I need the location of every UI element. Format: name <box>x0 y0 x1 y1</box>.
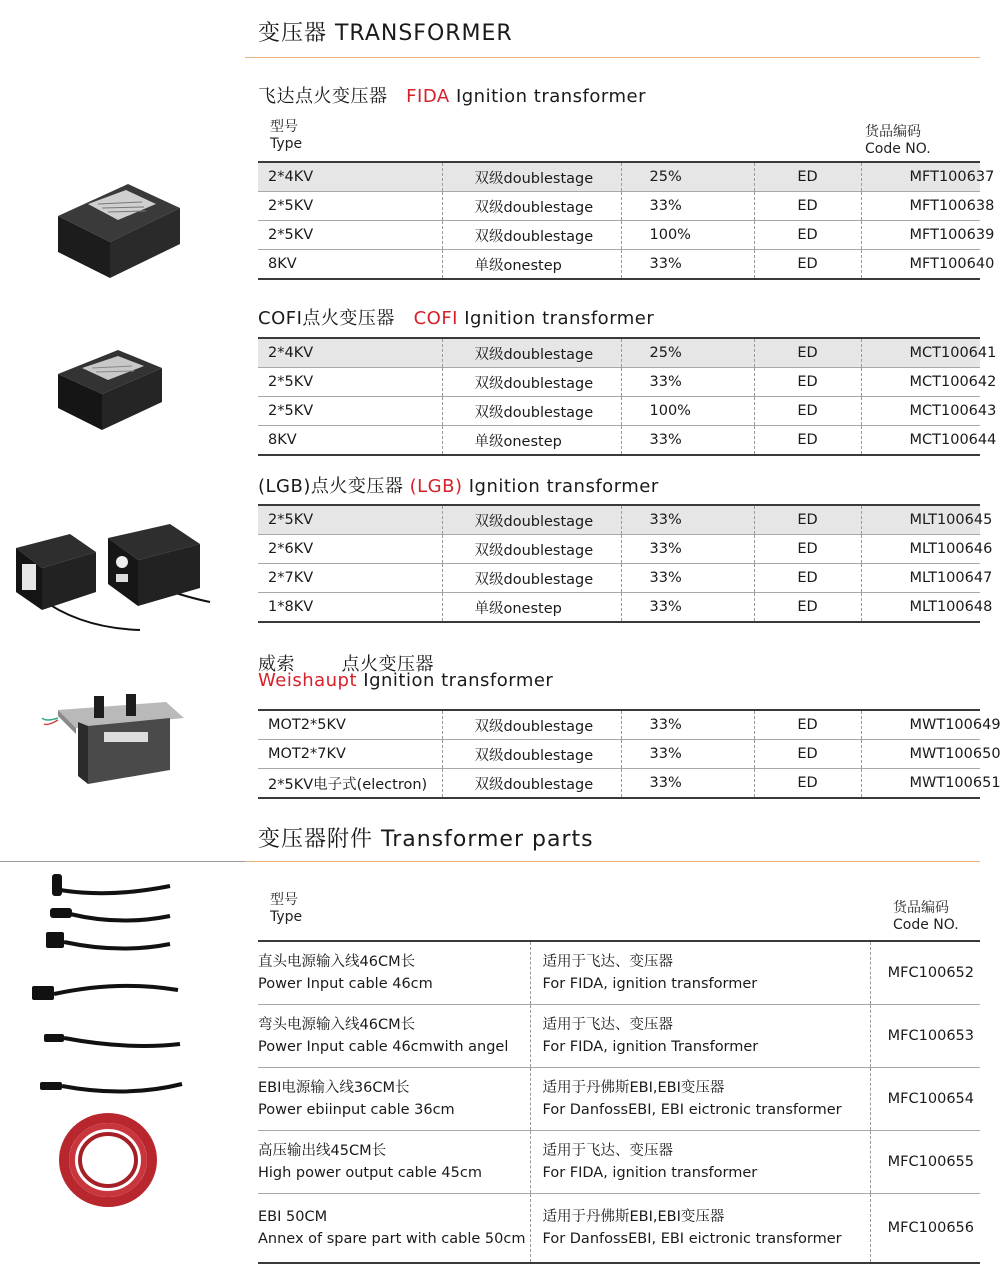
type-cell: 2*5KV <box>258 397 442 426</box>
weishaupt-title-brand: Weishaupt <box>258 670 358 691</box>
stage-cell: 双级doublestage <box>442 397 621 426</box>
stage-cell: 双级doublestage <box>442 338 621 368</box>
part-usage-cell <box>530 1131 870 1194</box>
weishaupt-title-en: Ignition transformer <box>363 670 554 691</box>
weishaupt-section-subtitle <box>258 670 553 691</box>
type-cell: 2*4KV <box>258 162 442 192</box>
table-row <box>258 1131 980 1194</box>
stage-cell: 双级doublestage <box>442 505 621 535</box>
code-cell: MLT100645 <box>861 505 980 535</box>
code-cell: MCT100643 <box>861 397 980 426</box>
table-row <box>258 250 980 280</box>
part-use-en: For FIDA, ignition transformer <box>542 976 758 992</box>
fida-title-brand: FIDA <box>406 86 450 107</box>
title-rule <box>245 57 980 58</box>
part-use-en: For FIDA, ignition transformer <box>542 1165 758 1181</box>
duty-cell: 33% <box>621 769 754 799</box>
table-row <box>258 710 980 740</box>
weishaupt-title-cn-a: 威索 <box>258 654 295 675</box>
lgb-title-en: Ignition transformer <box>468 476 659 497</box>
parts-title: 变压器附件 Transformer parts <box>258 827 594 852</box>
cable-coil-image <box>58 1110 158 1210</box>
cables-image-3 <box>36 1072 186 1102</box>
part-use-cn: 适用于飞达、变压器 <box>542 954 673 970</box>
unit-cell: ED <box>754 710 861 740</box>
unit-cell: ED <box>754 769 861 799</box>
type-cell: 8KV <box>258 426 442 456</box>
code-cell: MWT100651 <box>861 769 980 799</box>
part-name-cn: EBI电源输入线36CM长 <box>258 1080 410 1096</box>
stage-cell: 双级doublestage <box>442 710 621 740</box>
part-code-cell: MFC100656 <box>870 1194 980 1264</box>
duty-cell: 33% <box>621 368 754 397</box>
type-cell: 2*4KV <box>258 338 442 368</box>
table-row <box>258 941 980 1005</box>
part-use-en: For DanfossEBI, EBI eictronic transformer <box>542 1231 842 1247</box>
part-usage-cell <box>530 1005 870 1068</box>
part-usage-cell <box>530 1194 870 1264</box>
fida-title-cn: 飞达点火变压器 <box>258 86 388 107</box>
duty-cell: 33% <box>621 564 754 593</box>
duty-cell: 33% <box>621 505 754 535</box>
part-name-cn: EBI 50CM <box>258 1209 328 1225</box>
table-row <box>258 1005 980 1068</box>
table-row <box>258 564 980 593</box>
cofi-title-cn: COFI点火变压器 <box>258 308 395 329</box>
part-use-cn: 适用于丹佛斯EBI,EBI变压器 <box>542 1209 725 1225</box>
page-title: 变压器 TRANSFORMER <box>258 21 513 46</box>
duty-cell: 33% <box>621 535 754 564</box>
duty-cell: 25% <box>621 162 754 192</box>
part-code-cell: MFC100655 <box>870 1131 980 1194</box>
stage-cell: 单级onestep <box>442 593 621 623</box>
table-row <box>258 221 980 250</box>
unit-cell: ED <box>754 192 861 221</box>
part-usage-cell <box>530 941 870 1005</box>
cofi-title-en: Ignition transformer <box>464 308 655 329</box>
lgb-section-title <box>258 472 659 498</box>
unit-cell: ED <box>754 740 861 769</box>
table-row <box>258 192 980 221</box>
part-code-cell: MFC100653 <box>870 1005 980 1068</box>
code-cell: MCT100641 <box>861 338 980 368</box>
cables-image-1 <box>30 868 190 968</box>
part-name-cell <box>258 941 530 1005</box>
lgb-title-brand: (LGB) <box>409 476 463 497</box>
code-cell: MLT100646 <box>861 535 980 564</box>
table-row <box>258 535 980 564</box>
code-cell: MFT100637 <box>861 162 980 192</box>
stage-cell: 双级doublestage <box>442 740 621 769</box>
cofi-section-title <box>258 304 654 330</box>
unit-cell: ED <box>754 368 861 397</box>
stage-cell: 双级doublestage <box>442 192 621 221</box>
unit-cell: ED <box>754 221 861 250</box>
lgb-table <box>258 504 993 623</box>
weishaupt-transformer-image <box>38 688 188 788</box>
duty-cell: 33% <box>621 740 754 769</box>
table-row <box>258 740 980 769</box>
table-row <box>258 1068 980 1131</box>
unit-cell: ED <box>754 593 861 623</box>
code-cell: MWT100650 <box>861 740 980 769</box>
lgb-transformer-image <box>10 518 215 633</box>
duty-cell: 33% <box>621 593 754 623</box>
stage-cell: 双级doublestage <box>442 535 621 564</box>
part-name-en: High power output cable 45cm <box>258 1165 482 1181</box>
unit-cell: ED <box>754 535 861 564</box>
unit-cell: ED <box>754 250 861 280</box>
unit-cell: ED <box>754 162 861 192</box>
table-row <box>258 1194 980 1264</box>
stage-cell: 单级onestep <box>442 250 621 280</box>
duty-cell: 100% <box>621 221 754 250</box>
part-usage-cell <box>530 1068 870 1131</box>
part-name-cell <box>258 1194 530 1264</box>
table-row <box>258 338 980 368</box>
unit-cell: ED <box>754 505 861 535</box>
stage-cell: 单级onestep <box>442 426 621 456</box>
part-name-cn: 直头电源输入线46CM长 <box>258 954 416 970</box>
parts-type-header: 型号 Type <box>270 892 303 925</box>
table-row <box>258 368 980 397</box>
parts-code-header: 货品编码 Code NO. <box>893 900 959 933</box>
code-cell: MCT100644 <box>861 426 980 456</box>
weishaupt-table <box>258 709 1001 799</box>
type-cell: 1*8KV <box>258 593 442 623</box>
fida-type-header: 型号 Type <box>270 119 303 152</box>
part-name-en: Power Input cable 46cmwith angel <box>258 1039 509 1055</box>
lgb-title-cn: (LGB)点火变压器 <box>258 476 404 497</box>
code-cell: MFT100640 <box>861 250 980 280</box>
duty-cell: 25% <box>621 338 754 368</box>
unit-cell: ED <box>754 338 861 368</box>
stage-cell: 双级doublestage <box>442 162 621 192</box>
type-cell: MOT2*7KV <box>258 740 442 769</box>
type-cell: 2*5KV电子式(electron) <box>258 769 442 799</box>
code-cell: MCT100642 <box>861 368 980 397</box>
duty-cell: 33% <box>621 710 754 740</box>
cofi-table <box>258 337 997 456</box>
type-cell: 2*6KV <box>258 535 442 564</box>
weishaupt-title-cn-b: 点火变压器 <box>341 654 434 675</box>
duty-cell: 33% <box>621 192 754 221</box>
type-cell: 2*5KV <box>258 221 442 250</box>
stage-cell: 双级doublestage <box>442 368 621 397</box>
code-cell: MLT100648 <box>861 593 980 623</box>
duty-cell: 100% <box>621 397 754 426</box>
fida-title-en: Ignition transformer <box>455 86 646 107</box>
part-use-cn: 适用于飞达、变压器 <box>542 1143 673 1159</box>
part-code-cell: MFC100652 <box>870 941 980 1005</box>
type-cell: 2*5KV <box>258 192 442 221</box>
table-row <box>258 397 980 426</box>
type-cell: 2*5KV <box>258 368 442 397</box>
parts-rule-left <box>0 861 245 862</box>
part-use-cn: 适用于飞达、变压器 <box>542 1017 673 1033</box>
table-row <box>258 505 980 535</box>
parts-table <box>258 940 980 1264</box>
unit-cell: ED <box>754 397 861 426</box>
fida-table <box>258 161 995 280</box>
part-name-en: Power ebiinput cable 36cm <box>258 1102 455 1118</box>
code-cell: MFT100639 <box>861 221 980 250</box>
stage-cell: 双级doublestage <box>442 564 621 593</box>
table-row <box>258 769 980 799</box>
code-cell: MLT100647 <box>861 564 980 593</box>
type-cell: 2*7KV <box>258 564 442 593</box>
fida-transformer-image <box>52 178 184 286</box>
part-code-cell: MFC100654 <box>870 1068 980 1131</box>
table-row <box>258 162 980 192</box>
cables-image-2 <box>28 970 188 1050</box>
part-name-cn: 弯头电源输入线46CM长 <box>258 1017 416 1033</box>
table-row <box>258 426 980 456</box>
cofi-title-brand: COFI <box>413 308 458 329</box>
duty-cell: 33% <box>621 250 754 280</box>
part-use-cn: 适用于丹佛斯EBI,EBI变压器 <box>542 1080 725 1096</box>
part-name-en: Power Input cable 46cm <box>258 976 433 992</box>
fida-section-title <box>258 82 646 108</box>
type-cell: 8KV <box>258 250 442 280</box>
code-cell: MFT100638 <box>861 192 980 221</box>
part-name-cell <box>258 1131 530 1194</box>
unit-cell: ED <box>754 426 861 456</box>
type-cell: MOT2*5KV <box>258 710 442 740</box>
part-use-en: For DanfossEBI, EBI eictronic transformer <box>542 1102 842 1118</box>
stage-cell: 双级doublestage <box>442 221 621 250</box>
fida-code-header: 货品编码 Code NO. <box>865 124 931 157</box>
cofi-transformer-image <box>52 344 167 436</box>
type-cell: 2*5KV <box>258 505 442 535</box>
code-cell: MWT100649 <box>861 710 980 740</box>
part-name-en: Annex of spare part with cable 50cm <box>258 1231 526 1247</box>
part-name-cell <box>258 1005 530 1068</box>
table-row <box>258 593 980 623</box>
stage-cell: 双级doublestage <box>442 769 621 799</box>
parts-rule-right <box>245 861 980 862</box>
duty-cell: 33% <box>621 426 754 456</box>
part-use-en: For FIDA, ignition Transformer <box>542 1039 759 1055</box>
part-name-cn: 高压输出线45CM长 <box>258 1143 387 1159</box>
unit-cell: ED <box>754 564 861 593</box>
part-name-cell <box>258 1068 530 1131</box>
